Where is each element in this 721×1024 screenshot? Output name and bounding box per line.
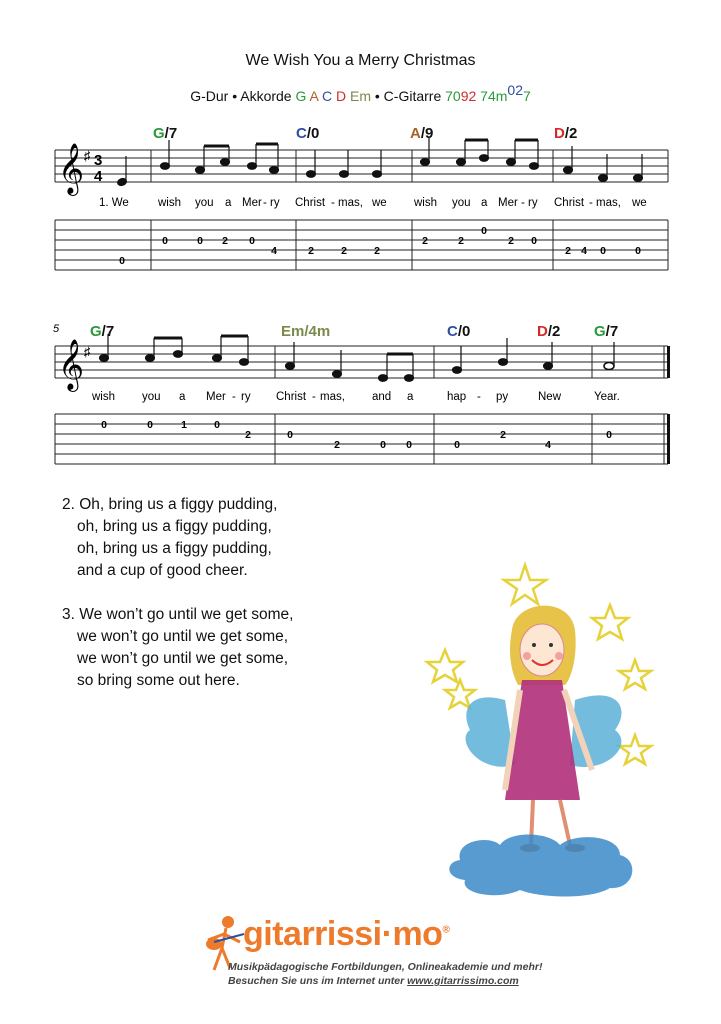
lyric: and — [372, 391, 392, 403]
angel-drawing-illustration — [420, 560, 680, 900]
lyric: a — [407, 391, 414, 403]
tab-num: 0 — [214, 419, 220, 431]
chord-label-2: C/0 — [296, 125, 320, 142]
lyric: ry — [528, 197, 538, 209]
tab-num: 2 — [565, 245, 571, 257]
staff — [55, 150, 668, 182]
lyric: Christ — [276, 391, 307, 403]
note — [213, 355, 222, 362]
verse-line: so bring some out here. — [77, 672, 240, 689]
lyric: - — [477, 391, 481, 403]
subtitle — [0, 82, 721, 104]
lyric: mas, — [596, 197, 621, 209]
lyrics-system-2 — [91, 391, 620, 403]
note — [507, 159, 516, 166]
tab-num: 0 — [287, 429, 293, 441]
verse-line: oh, bring us a figgy pudding, — [77, 540, 272, 557]
separator-chords: • Akkorde — [228, 88, 296, 104]
cloud — [449, 834, 632, 896]
tab-num: 2 — [374, 245, 380, 257]
tab-num: 2 — [508, 235, 514, 247]
final-barline — [667, 346, 670, 378]
chord-label-9: G/7 — [594, 323, 619, 340]
chord-slash: / — [304, 323, 309, 340]
tab-num: 0 — [531, 235, 537, 247]
tuning-92: 92 — [460, 88, 477, 104]
lyric: a — [179, 391, 186, 403]
note — [286, 363, 295, 370]
lyric: New — [538, 391, 562, 403]
chord-slash: / — [457, 323, 463, 340]
chord-label-7: C/0 — [447, 323, 471, 340]
chord-D: D — [335, 88, 347, 104]
separator-guitar: • C-Gitarre — [371, 88, 446, 104]
tab-num: 2 — [222, 235, 228, 247]
notes-system-2 — [100, 334, 615, 381]
tuning-74m: 74m — [476, 88, 508, 104]
note — [530, 163, 539, 170]
lyric: - — [263, 197, 267, 209]
note — [634, 175, 643, 182]
lyric: wish — [414, 197, 438, 209]
tab-num: 0 — [197, 235, 203, 247]
treble-clef-icon: 𝄞 — [58, 144, 85, 193]
tab-num: 0 — [635, 245, 641, 257]
lyric: - — [232, 391, 236, 403]
note — [405, 375, 414, 382]
note — [333, 371, 342, 378]
final-barline — [667, 414, 670, 464]
lyric: you — [195, 197, 214, 209]
lyric: py — [496, 391, 509, 403]
tab-num: 0 — [600, 245, 606, 257]
tab-num: 4 — [545, 439, 551, 451]
lyric: ry — [270, 197, 280, 209]
lyric: Mer — [498, 197, 518, 209]
tab-num: 0 — [406, 439, 412, 451]
lyric: - — [312, 391, 316, 403]
lyric: we — [632, 197, 647, 209]
face — [520, 624, 564, 676]
note — [379, 375, 388, 382]
note — [161, 163, 170, 170]
tab-staff — [55, 220, 668, 270]
music-system-1 — [0, 120, 721, 280]
chord-label-8: D/2 — [537, 323, 561, 340]
chord-G: G — [295, 88, 307, 104]
logo-tagline — [228, 960, 542, 988]
chord-A: A — [309, 88, 319, 104]
tab-num: 2 — [458, 235, 464, 247]
lyric: we — [372, 197, 387, 209]
chord-label-3: A/9 — [410, 125, 434, 142]
lyric: you — [452, 197, 471, 209]
tab-num: 0 — [249, 235, 255, 247]
key-label: G-Dur — [190, 88, 229, 104]
note — [248, 163, 257, 170]
note — [221, 159, 230, 166]
chord-slash: / — [547, 323, 553, 340]
tagline-line1: Musikpädagogische Fortbildungen, Onlineakademie und mehr! — [228, 961, 543, 973]
tagline-line2 — [228, 974, 542, 988]
tab-num: 0 — [119, 255, 125, 267]
lyric: a — [225, 197, 232, 209]
star-icon — [427, 650, 463, 682]
note — [599, 175, 608, 182]
lyric: 1. We — [99, 197, 129, 209]
music-system-2 — [0, 318, 721, 468]
lyric: mas, — [320, 391, 345, 403]
time-sig-top: 3 — [94, 152, 103, 169]
lyric: Christ — [554, 197, 585, 209]
tab-num: 1 — [181, 419, 187, 431]
verse-line: we won’t go until we get some, — [77, 650, 289, 667]
lyric: wish — [92, 391, 116, 403]
chord-label-5: G/7 — [90, 323, 115, 340]
lyric: Mer — [206, 391, 226, 403]
lyric: - — [521, 197, 525, 209]
tab-num: 0 — [147, 419, 153, 431]
chord-C: C — [321, 88, 333, 104]
verse-line: 3. We won’t go until we get some, — [62, 606, 294, 623]
chord-slash: / — [101, 323, 106, 340]
lyric: a — [481, 197, 488, 209]
tuning-7: 7 — [523, 88, 531, 104]
verse-line: oh, bring us a figgy pudding, — [77, 518, 272, 535]
star-icon — [619, 735, 651, 764]
star-icon — [504, 565, 546, 604]
tab-num: 0 — [606, 429, 612, 441]
tab-num: 4 — [581, 245, 587, 257]
note — [457, 159, 466, 166]
verse-3 — [62, 604, 293, 692]
measure-number: 5 — [53, 323, 60, 335]
staff — [55, 346, 668, 378]
lyric: mas, — [338, 197, 363, 209]
note — [307, 171, 316, 178]
note — [421, 159, 430, 166]
half-note — [604, 363, 614, 370]
note — [544, 363, 553, 370]
note — [453, 367, 462, 374]
tuning-70: 70 — [445, 88, 461, 104]
lyric: Mer — [242, 197, 262, 209]
note — [240, 359, 249, 366]
tab-num: 2 — [500, 429, 506, 441]
chord-label-4: D/2 — [554, 125, 578, 142]
time-sig-bottom: 4 — [94, 168, 103, 185]
key-signature-sharp-icon: ♯ — [84, 148, 91, 163]
website-link[interactable]: www.gitarrissimo.com — [407, 975, 519, 987]
tab-num: 2 — [334, 439, 340, 451]
tab-num: 2 — [308, 245, 314, 257]
verse-line: and a cup of good cheer. — [77, 562, 248, 579]
tab-numbers-1 — [119, 225, 641, 267]
note — [270, 167, 279, 174]
treble-clef-icon: 𝄞 — [58, 340, 85, 389]
lyric: - — [589, 197, 593, 209]
logo-name: gitarrissi·mo — [243, 915, 443, 953]
tab-num: 2 — [341, 245, 347, 257]
note — [100, 355, 109, 362]
note — [174, 351, 183, 358]
tab-num: 2 — [245, 429, 251, 441]
tab-num: 0 — [380, 439, 386, 451]
song-title: We Wish You a Merry Christmas — [245, 52, 476, 69]
verse-line: we won’t go until we get some, — [77, 628, 289, 645]
note — [564, 167, 573, 174]
chord-slash: / — [306, 125, 312, 142]
notes-system-1 — [117, 138, 643, 187]
tab-num: 4 — [271, 245, 277, 257]
star-icon — [592, 605, 628, 639]
chord-label-6: Em/4m — [281, 323, 331, 340]
lyric: you — [142, 391, 161, 403]
chord-label-1: G/7 — [153, 125, 178, 142]
note — [499, 359, 508, 366]
star-icon — [445, 680, 475, 708]
lyrics-system-1 — [99, 197, 647, 209]
chord-slash: / — [564, 125, 570, 142]
tab-num: 0 — [162, 235, 168, 247]
note — [196, 167, 205, 174]
lyric: Christ — [295, 197, 326, 209]
lyric: ry — [241, 391, 251, 403]
tagline-prefix: Besuchen Sie uns im Internet unter — [228, 975, 408, 987]
logo-wordmark — [243, 915, 449, 954]
note — [480, 155, 489, 162]
key-signature-sharp-icon: ♯ — [84, 344, 91, 359]
lyric: wish — [158, 197, 182, 209]
chord-slash: / — [420, 125, 426, 142]
verse-line: 2. Oh, bring us a figgy pudding, — [62, 496, 278, 513]
note — [146, 355, 155, 362]
registered-mark: ® — [442, 924, 450, 936]
chord-slash: / — [164, 125, 169, 142]
lyric: Year. — [594, 391, 620, 403]
tab-num: 2 — [422, 235, 428, 247]
tab-num: 0 — [101, 419, 107, 431]
lyric: - — [331, 197, 335, 209]
note — [340, 171, 349, 178]
star-icon — [619, 660, 651, 689]
tab-num: 0 — [454, 439, 460, 451]
lyric: hap — [447, 391, 467, 403]
chord-slash: / — [605, 323, 610, 340]
note — [373, 171, 382, 178]
tuning-02: 02 — [507, 82, 523, 98]
tab-num: 0 — [481, 225, 487, 237]
chord-Em: Em — [350, 88, 371, 104]
verse-2 — [62, 494, 277, 582]
